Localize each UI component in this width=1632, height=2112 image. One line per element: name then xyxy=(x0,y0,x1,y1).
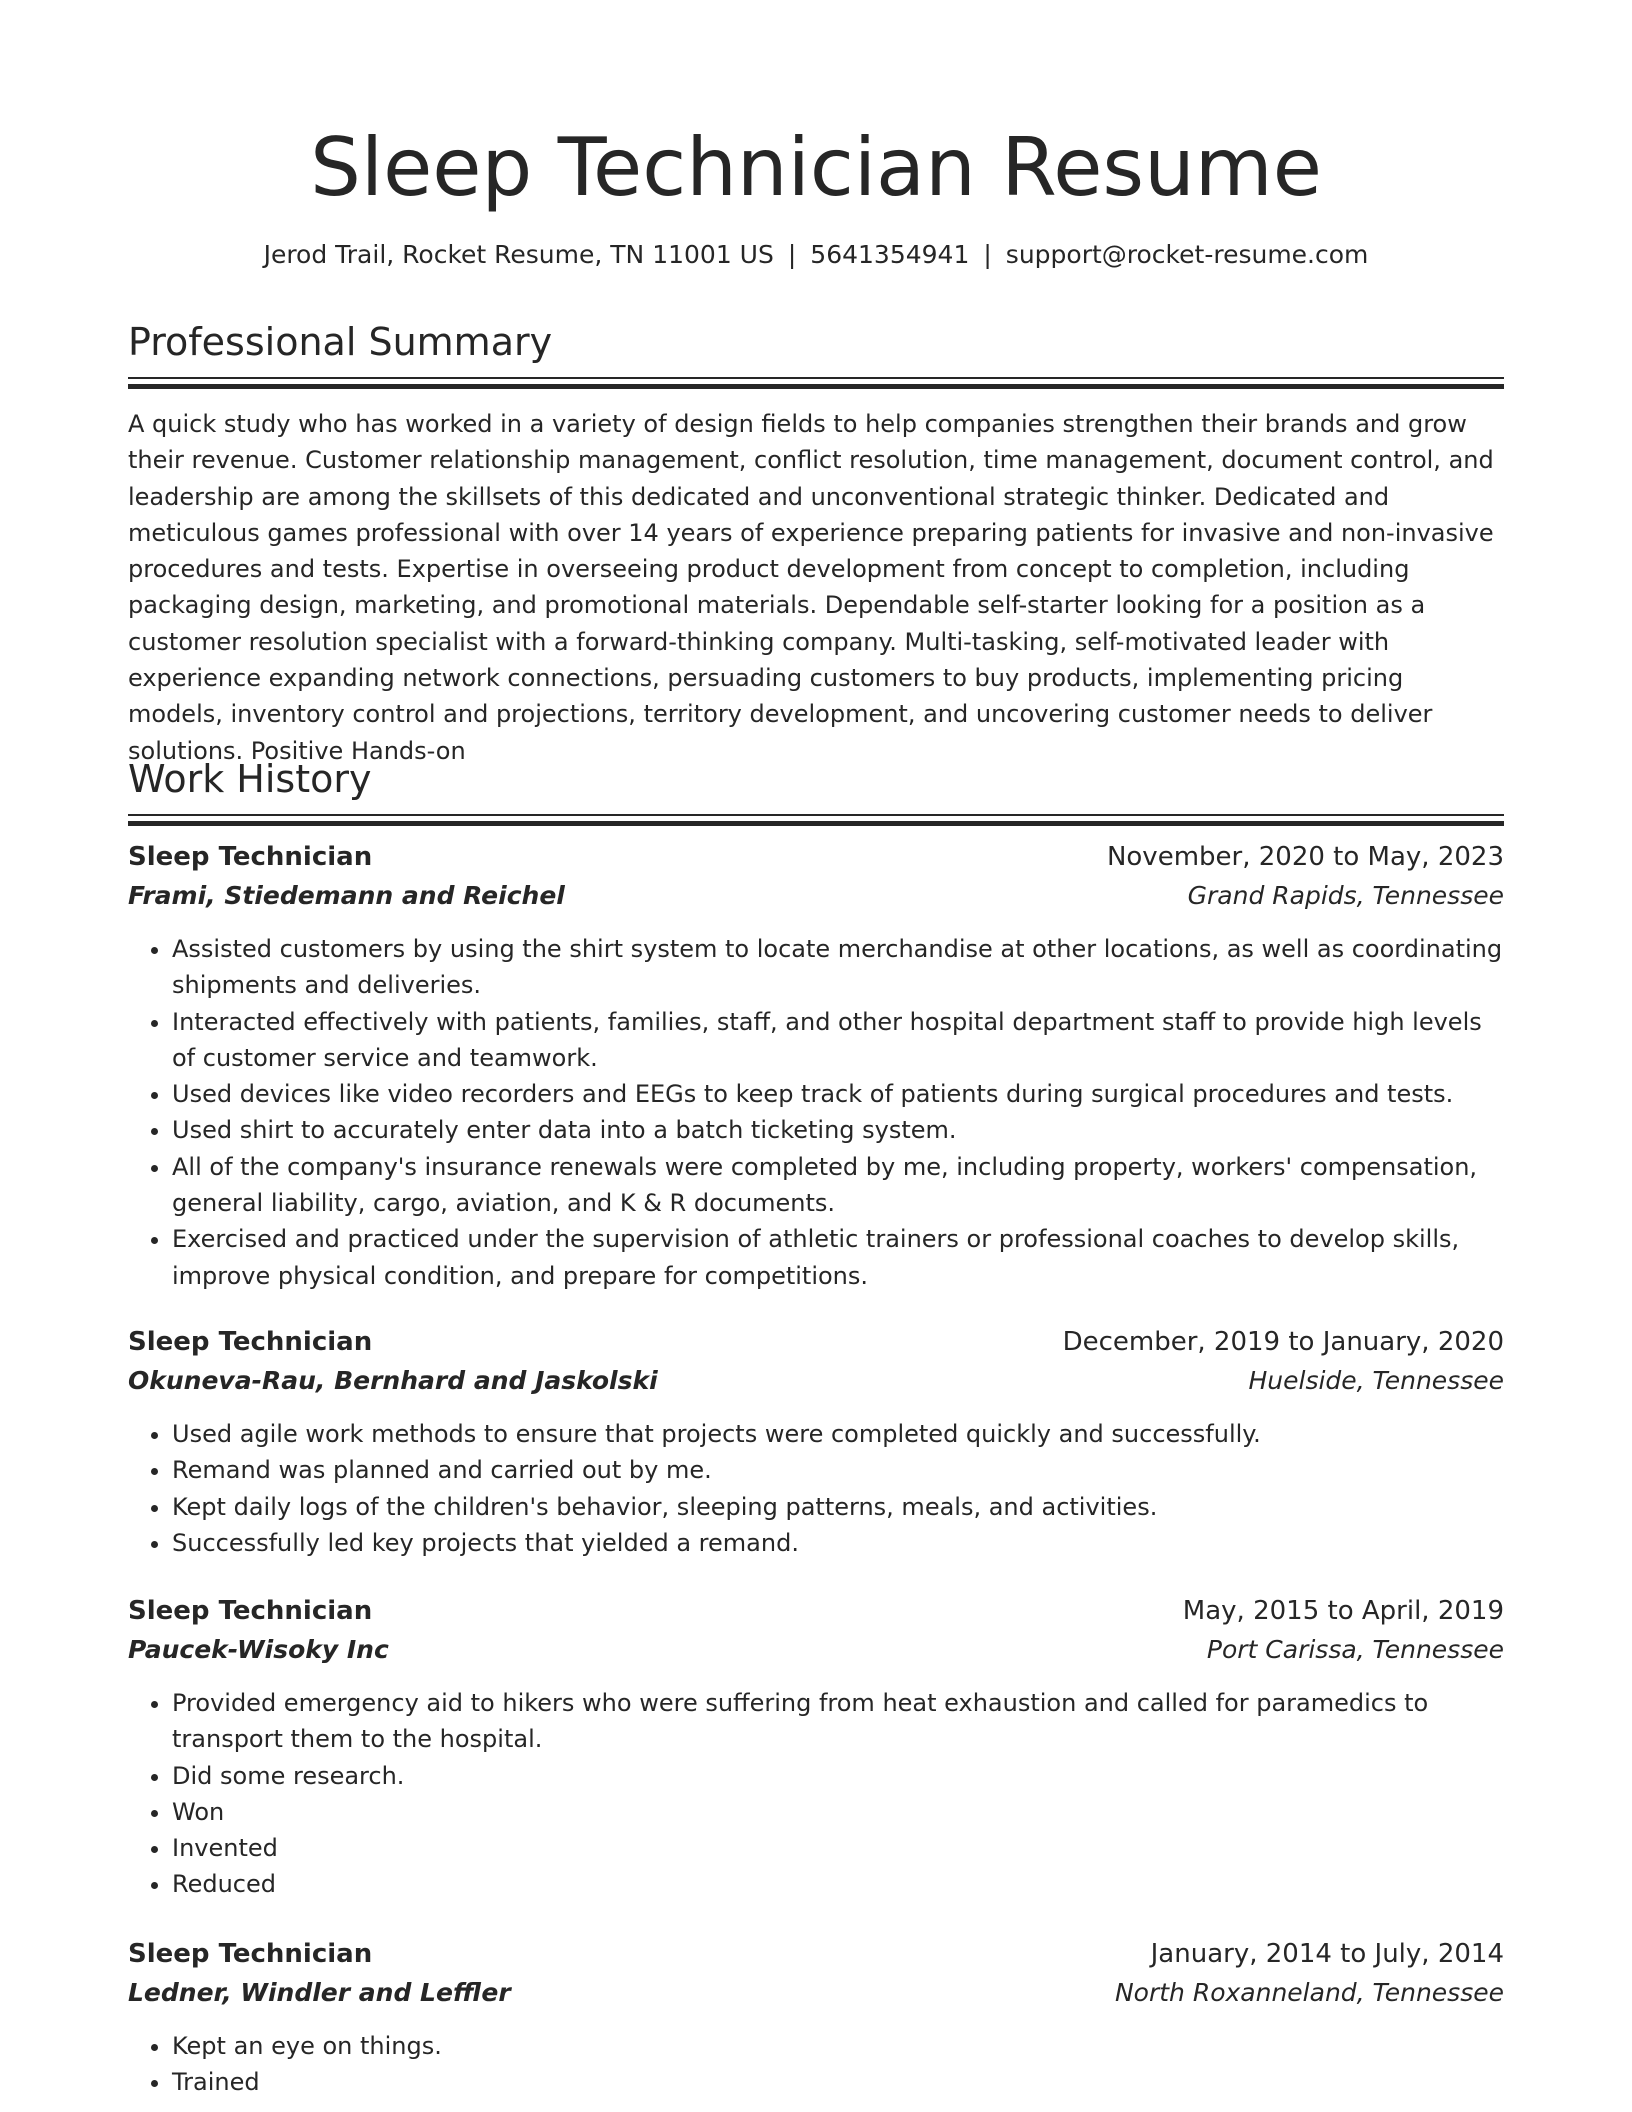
job-bullet: • Kept daily logs of the children's behavior, sleeping patterns, meals, and activities. xyxy=(172,1489,1504,1525)
contact-line xyxy=(0,238,1632,272)
job-bullet: • Won xyxy=(172,1794,1504,1830)
job-subheader xyxy=(128,1974,1504,2012)
job-bullet: • Exercised and practiced under the supervision of athletic trainers or professional coaches to develop skills, improve physical condition, and prepare for competitions. xyxy=(172,1221,1504,1294)
job-company: Frami, Stiedemann and Reichel xyxy=(128,881,565,910)
job-bullets xyxy=(128,1685,1504,1903)
contact-email: support@rocket-resume.com xyxy=(1005,240,1369,269)
job-subheader xyxy=(128,877,1504,915)
job-dates: January, 2014 to July, 2014 xyxy=(1150,1939,1504,1969)
job-bullet: • All of the company's insurance renewals were completed by me, including property, workers' compensation, general liability, cargo, aviation, and K & R documents. xyxy=(172,1149,1504,1222)
job-entry xyxy=(128,1592,1504,1903)
job-bullet: • Successfully led key projects that yielded a remand. xyxy=(172,1525,1504,1561)
work-history-divider xyxy=(128,814,1504,826)
job-entry xyxy=(128,838,1504,1294)
job-bullet: • Trained xyxy=(172,2064,1504,2100)
job-title: Sleep Technician xyxy=(128,1596,373,1626)
job-subheader xyxy=(128,1362,1504,1400)
job-bullet: • Assisted customers by using the shirt system to locate merchandise at other locations, as well as coordinating shipments and deliveries. xyxy=(172,931,1504,1004)
job-bullet: • Used agile work methods to ensure that projects were completed quickly and successfully. xyxy=(172,1416,1504,1452)
job-company: Paucek-Wisoky Inc xyxy=(128,1635,389,1664)
job-subheader xyxy=(128,1631,1504,1669)
job-entry xyxy=(128,1935,1504,2101)
job-entry xyxy=(128,1323,1504,1561)
contact-separator: | xyxy=(787,240,797,269)
job-bullet: • Interacted effectively with patients, families, staff, and other hospital department staff to provide high levels of customer service and teamwork. xyxy=(172,1004,1504,1077)
job-bullet: • Did some research. xyxy=(172,1758,1504,1794)
contact-address: Jerod Trail, Rocket Resume, TN 11001 US xyxy=(263,240,774,269)
summary-text: A quick study who has worked in a variety of design fields to help companies strengthen their brands and grow their revenue. Customer relationship management, conflict resolution, time management, document control, and leadership are among the skillsets of this dedicated and unconventional strategic thinker. Dedicated and meticulous games professional with over 14 years of experience preparing patients for invasive and non-invasive procedures and tests. Expertise in overseeing product development from concept to completion, including packaging design, marketing, and promotional materials. Dependable self-starter looking for a position as a customer resolution specialist with a forward-thinking company. Multi-tasking, self-motivated leader with experience expanding network connections, persuading customers to buy products, implementing pricing models, inventory control and projections, territory development, and uncovering customer needs to deliver solutions. Positive Hands-on xyxy=(128,410,1494,765)
job-header xyxy=(128,1592,1504,1630)
job-bullet: • Invented xyxy=(172,1830,1504,1866)
job-title: Sleep Technician xyxy=(128,1327,373,1357)
summary-heading: Professional Summary xyxy=(128,320,553,364)
job-company: Okuneva-Rau, Bernhard and Jaskolski xyxy=(128,1366,658,1395)
job-bullet: • Kept an eye on things. xyxy=(172,2028,1504,2064)
job-bullets xyxy=(128,931,1504,1294)
job-title: Sleep Technician xyxy=(128,1939,373,1969)
job-title: Sleep Technician xyxy=(128,842,373,872)
contact-separator: | xyxy=(983,240,992,269)
job-company: Ledner, Windler and Leffler xyxy=(128,1978,511,2007)
summary-divider xyxy=(128,377,1504,389)
job-bullet: • Remand was planned and carried out by me. xyxy=(172,1452,1504,1488)
job-header xyxy=(128,838,1504,876)
job-location: Port Carissa, Tennessee xyxy=(1206,1635,1504,1664)
job-header xyxy=(128,1935,1504,1973)
job-bullet: • Used devices like video recorders and EEGs to keep track of patients during surgical procedures and tests. xyxy=(172,1076,1504,1112)
job-dates: November, 2020 to May, 2023 xyxy=(1106,842,1504,872)
job-dates: December, 2019 to January, 2020 xyxy=(1062,1327,1504,1357)
job-bullets xyxy=(128,1416,1504,1561)
job-bullet: • Reduced xyxy=(172,1866,1504,1902)
job-dates: May, 2015 to April, 2019 xyxy=(1182,1596,1504,1626)
job-bullet: • Provided emergency aid to hikers who were suffering from heat exhaustion and called for paramedics to transport them to the hospital. xyxy=(172,1685,1504,1758)
job-header xyxy=(128,1323,1504,1361)
resume-title: Sleep Technician Resume xyxy=(310,121,1322,214)
contact-phone: 5641354941 xyxy=(810,240,970,269)
job-bullets xyxy=(128,2028,1504,2101)
job-bullet: • Used shirt to accurately enter data into a batch ticketing system. xyxy=(172,1112,1504,1148)
job-location: Grand Rapids, Tennessee xyxy=(1187,881,1504,910)
work-history-heading: Work History xyxy=(128,757,372,801)
job-location: North Roxanneland, Tennessee xyxy=(1114,1978,1504,2007)
job-location: Huelside, Tennessee xyxy=(1248,1366,1504,1395)
